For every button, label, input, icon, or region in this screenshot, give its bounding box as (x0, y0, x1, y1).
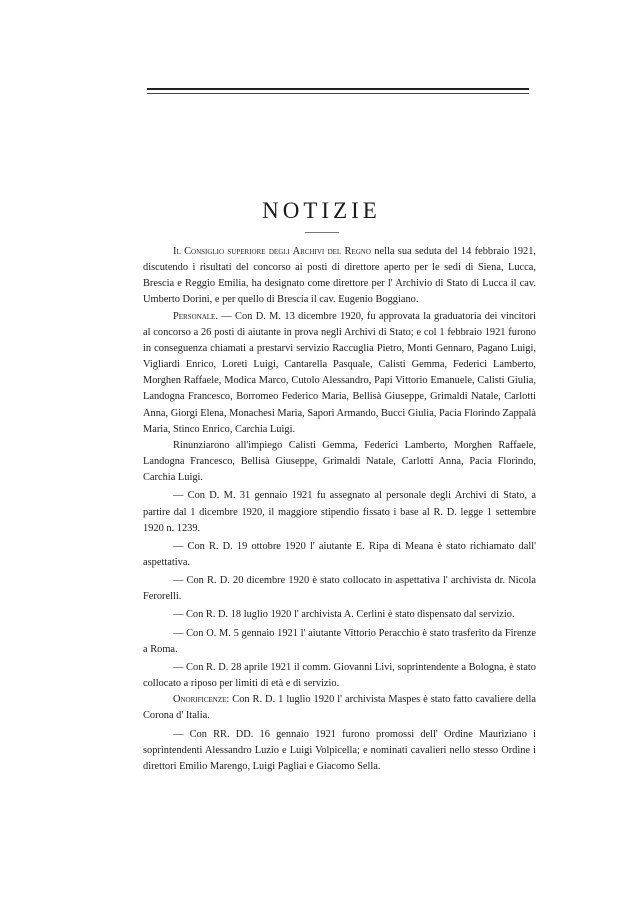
paragraph-item (143, 488, 536, 536)
paragraph-item (143, 607, 536, 623)
notice-body (143, 244, 536, 775)
paragraph-text: — Con D. M. 31 gennaio 1921 fu assegnato al personale degli Archivi di Stato, a partire dal 1 dicembre 1920, il maggiore stipendio fissato i base al R. D. legge 1 settembre 1920 n. 1239. (143, 490, 536, 534)
paragraph-lead: Il Consiglio superiore degli Archivi del Regno (173, 246, 371, 257)
paragraph-consiglio (143, 244, 536, 309)
page-title: NOTIZIE (262, 198, 381, 223)
paragraph-text: — Con RR. DD. 16 gennaio 1921 furono promossi dell' Ordine Mauriziano i soprintendenti Alessandro Luzio e Luigi Volpicella; e nominati cavalieri nello stesso Ordine i direttori Emilio Marengo, Luigi Pagliai e Giacomo Sella. (143, 728, 536, 772)
paragraph-item (143, 573, 536, 605)
paragraph-item (143, 727, 536, 775)
paragraph-text: nella sua seduta del 14 febbraio 1921, discutendo i risultati del concorso ai posti di direttore aperto per le sedi di Siena, Lucca, Brescia e Reggio Emilia, ha designato come direttore per l' Archivio di Stato di Lucca il cav. Umberto Dorini, e per quello di Brescia il cav. Eugenio Boggiano. (143, 246, 536, 306)
paragraph-text: — Con O. M. 5 gennaio 1921 l' aiutante Vittorio Peracchio è stato trasferito da Firenze a Roma. (143, 627, 536, 655)
paragraph-text: — Con R. D. 20 dicembre 1920 è stato collocato in aspettativa l' archivista dr. Nicola Ferorelli. (143, 575, 536, 603)
paragraph-item (143, 660, 536, 692)
header-rule-thin (147, 93, 529, 94)
paragraph-text: — Con R. D. 28 aprile 1921 il comm. Giovanni Livi, soprintendente a Bologna, è stato collocato a riposo per limiti di età e di servizio. (143, 661, 536, 690)
paragraph-item (143, 539, 536, 571)
paragraph-onorificenze (143, 692, 536, 724)
paragraph-item (143, 626, 536, 658)
paragraph-rinunziarono (143, 438, 536, 486)
paragraph-text: — Con R. D. 19 ottobre 1920 l' aiutante E. Ripa di Meana è stato richiamato dall' aspettativa. (143, 540, 536, 568)
paragraph-personale (143, 309, 536, 438)
header-rule (147, 88, 529, 90)
paragraph-lead: Onorificenze: (173, 694, 230, 706)
paragraph-text: Con R. D. 1 luglio 1920 l' archivista Maspes è stato fatto cavaliere della Corona d' Italia. (143, 694, 536, 722)
paragraph-text: Rinunziarono all'impiego Calisti Gemma, Federici Lamberto, Morghen Raffaele, Landogna Francesco, Bellisà Giuseppe, Grimaldi Natale, Carlotti Anna, Pacia Florindo, Carchia Luigi. (143, 439, 536, 484)
paragraph-lead: Personale. (173, 310, 218, 322)
paragraph-text: — Con R. D. 18 luglio 1920 l' archivista A. Cerlini è stato dispensato dal servizio. (173, 609, 515, 621)
paragraph-text: — Con D. M. 13 dicembre 1920, fu approvata la graduatoria dei vincitori al concorso a 26 posti di aiutante in prova negli Archivi di Stato; e col 1 febbraio 1921 furono in conseguenza chiamati a prestarvi servizio Raccuglia Pietro, Monti Gennaro, Pagano Luigi, Vigliardi Enrico, Loreti Luigi, Cantarella Pasquale, Calisti Gemma, Federici Lamberto, Morghen Raffaele, Modica Marco, Cutolo Alessandro, Papi Vittorio Emanuele, Calisti Giulia, Landogna Francesco, Borromeo Federico Maria, Bellisà Giuseppe, Grimaldi Natale, Carlotti Anna, Giorgi Elena, Monachesi Maria, Sapori Armando, Bucci Giulia, Pacia Florindo Zappalà Maria, Stinco Enrico, Carchia Luigi. (143, 310, 536, 435)
title-ornament-rule (305, 232, 339, 233)
